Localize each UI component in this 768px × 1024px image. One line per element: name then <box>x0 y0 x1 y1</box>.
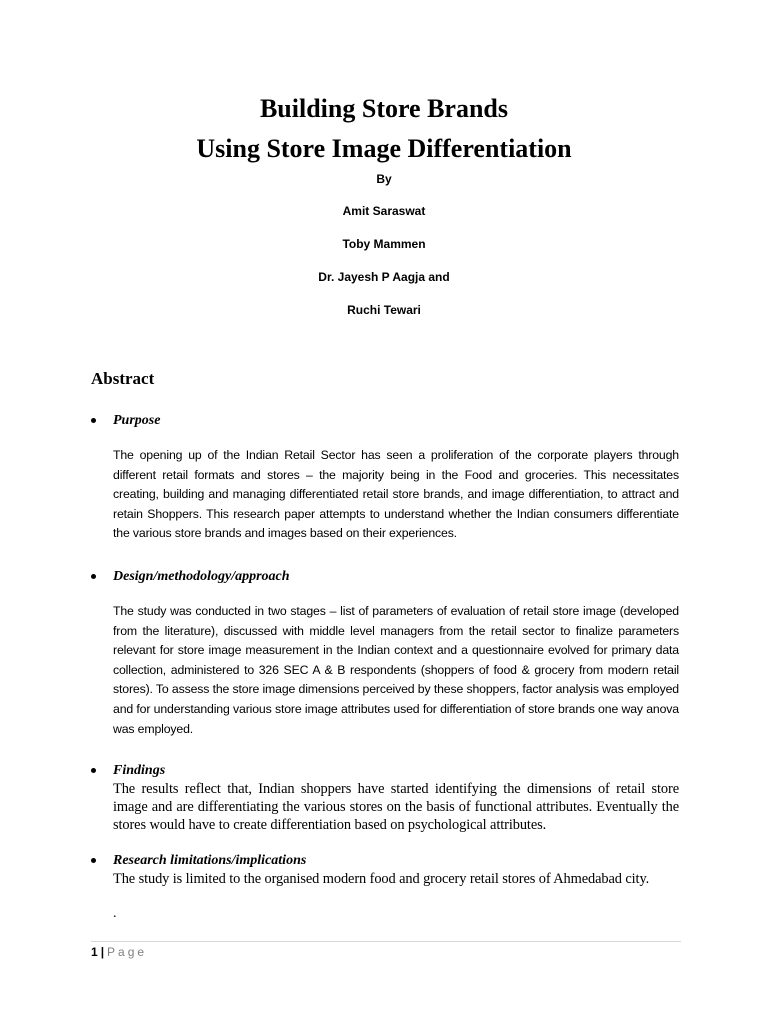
author-name: Amit Saraswat <box>342 204 426 218</box>
footer-divider <box>91 941 681 942</box>
paper-title-line-1: Building Store Brands <box>259 94 509 123</box>
bullet-icon <box>91 768 96 773</box>
abstract-section-findings <box>91 762 681 833</box>
section-bullet-row <box>91 762 681 782</box>
abstract-section-purpose <box>91 412 681 541</box>
trailing-dot: . <box>113 906 117 921</box>
author-name: Ruchi Tewari <box>347 303 421 317</box>
abstract-section-design <box>91 568 681 736</box>
byline-label: By <box>376 172 392 186</box>
section-paragraph: The study was conducted in two stages – list of parameters of evaluation of retail store image (developed from the literature), discussed with middle level managers from the retail sector to finalize parameters relevant for store image measurement in the Indian context and a questionnaire evolved for primary data collection, administered to 326 SEC A & B respondents (shoppers of food & grocery from modern retail stores). To assess the store image dimensions perceived by these shoppers, factor analysis was employed and for understanding various store image attributes used for differentiation of store brands one way anova was employed. <box>113 604 679 736</box>
section-label: Design/methodology/approach <box>113 569 290 584</box>
section-bullet-row <box>91 568 681 588</box>
section-label: Purpose <box>113 413 161 428</box>
author-name: Toby Mammen <box>342 237 426 251</box>
bullet-icon <box>91 574 96 579</box>
section-paragraph: The study is limited to the organised modern food and grocery retail stores of Ahmedabad city. <box>113 871 650 887</box>
section-label: Findings <box>113 763 166 778</box>
abstract-heading: Abstract <box>91 369 155 388</box>
section-bullet-row <box>91 412 681 432</box>
author-name: Dr. Jayesh P Aagja and <box>318 270 450 284</box>
bullet-icon <box>91 858 96 863</box>
section-paragraph: The opening up of the Indian Retail Sector has seen a proliferation of the corporate players through different retail formats and stores – the majority being in the Food and groceries. This necessitates creating, building and managing differentiated retail store brands, and image differentiation, to attract and retain Shoppers. This research paper attempts to understand whether the Indian consumers differentiate the various store brands and images based on their experiences. <box>113 448 679 541</box>
section-paragraph: The results reflect that, Indian shoppers have started identifying the dimensions of retail store image and are differentiating the various stores on the basis of functional attributes. Eventually the stores would have to create differentiation based on psychological attributes. <box>113 781 679 833</box>
paper-title-line-2: Using Store Image Differentiation <box>196 134 572 163</box>
page-number: 1 <box>91 945 98 959</box>
bullet-icon <box>91 418 96 423</box>
page-footer <box>91 944 147 960</box>
section-bullet-row <box>91 852 681 872</box>
section-label: Research limitations/implications <box>113 853 307 868</box>
abstract-section-limitations <box>91 852 681 887</box>
footer-separator: | <box>100 945 105 959</box>
page-word: Page <box>107 945 148 959</box>
